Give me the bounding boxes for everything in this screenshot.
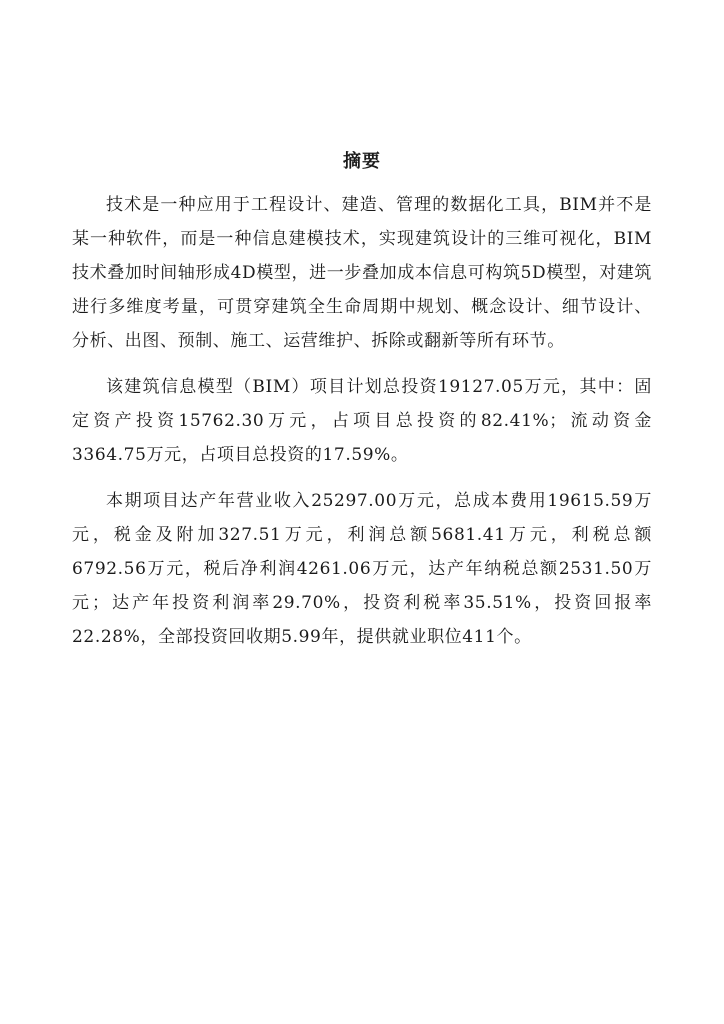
abstract-body	[72, 188, 652, 666]
paragraph-bim-overview: 技术是一种应用于工程设计、建造、管理的数据化工具，BIM并不是某一种软件，而是一种信息建模技术，实现建筑设计的三维可视化，BIM技术叠加时间轴形成4D模型，进一步叠加成本信息可构筑5D模型，对建筑进行多维度考量，可贯穿建筑全生命周期中规划、概念设计、细节设计、分析、出图、预制、施工、运营维护、拆除或翻新等所有环节。	[72, 195, 652, 351]
paragraph-investment: 该建筑信息模型（BIM）项目计划总投资19127.05万元，其中：固定资产投资15762.30万元，占项目总投资的82.41%；流动资金3364.75万元，占项目总投资的17.59%。	[72, 377, 652, 465]
paragraph-financials: 本期项目达产年营业收入25297.00万元，总成本费用19615.59万元，税金及附加327.51万元，利润总额5681.41万元，利税总额6792.56万元，税后净利润4261.06万元，达产年纳税总额2531.50万元；达产年投资利润率29.70%，投资利税率35.51%，投资回报率22.28%，全部投资回收期5.99年，提供就业职位411个。	[72, 491, 652, 647]
abstract-title: 摘要	[343, 151, 381, 172]
